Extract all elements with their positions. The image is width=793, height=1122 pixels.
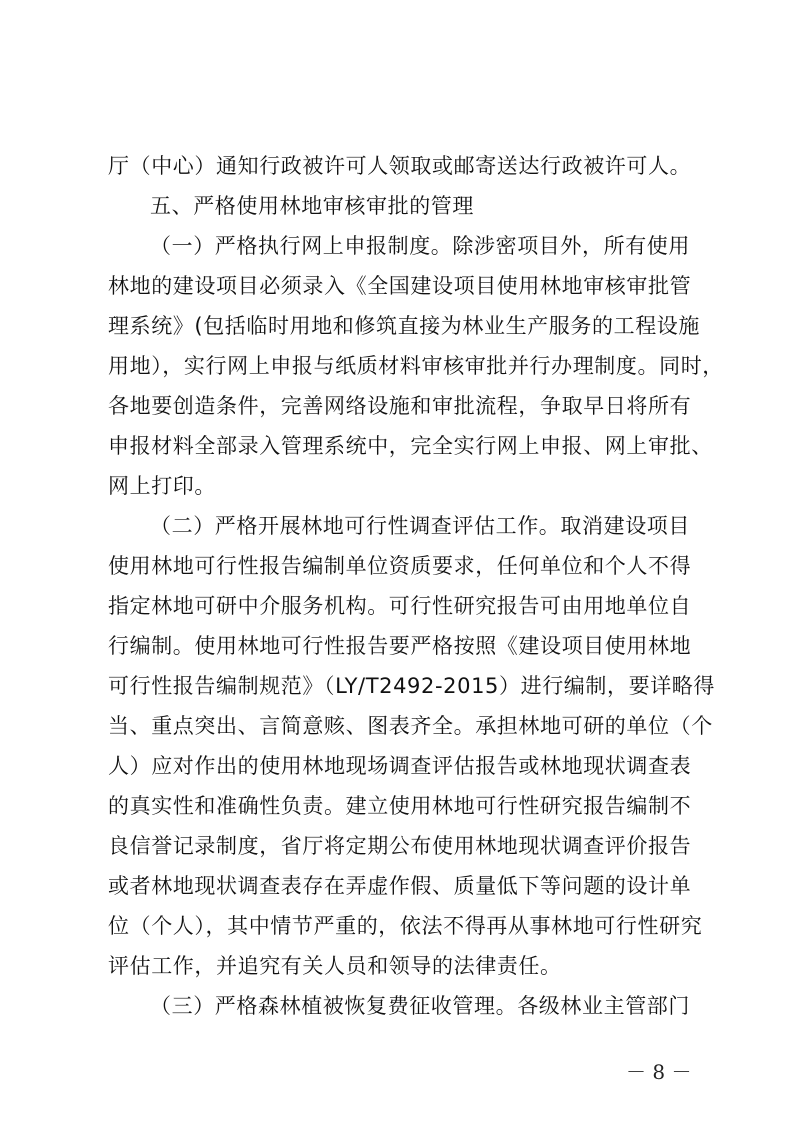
text-line-18: 良信誉记录制度，省厅将定期公布使用林地现状调查评价报告 — [108, 834, 692, 858]
text-line-22: （三）严格森林植被恢复费征收管理。各级林业主管部门 — [150, 994, 690, 1018]
text-line-14: 可行性报告编制规范》（LY/T2492-2015）进行编制，要详略得 — [108, 674, 716, 698]
text-line-21: 评估工作，并追究有关人员和领导的法律责任。 — [108, 954, 562, 978]
text-line-15: 当、重点突出、言简意赅、图表齐全。承担林地可研的单位（个 — [108, 714, 713, 738]
text-line-17: 的真实性和准确性负责。建立使用林地可行性研究报告编制不 — [108, 794, 692, 818]
text-line-9: 网上打印。 — [108, 474, 216, 498]
text-line-13: 行编制。使用林地可行性报告要严格按照《建设项目使用林地 — [108, 634, 692, 658]
text-line-1: 厅（中心）通知行政被许可人领取或邮寄送达行政被许可人。 — [108, 154, 692, 178]
text-line-12: 指定林地可研中介服务机构。可行性研究报告可由用地单位自 — [108, 594, 692, 618]
section-heading-5: 五、严格使用林地审核审批的管理 — [150, 194, 474, 218]
text-line-3: （一）严格执行网上申报制度。除涉密项目外，所有使用 — [150, 234, 690, 258]
text-line-4: 林地的建设项目必须录入《全国建设项目使用林地审核审批管 — [108, 274, 692, 298]
text-line-8: 申报材料全部录入管理系统中，完全实行网上申报、网上审批、 — [108, 434, 713, 458]
text-line-10: （二）严格开展林地可行性调查评估工作。取消建设项目 — [150, 514, 690, 538]
text-line-5: 理系统》(包括临时用地和修筑直接为林业生产服务的工程设施 — [108, 314, 700, 338]
text-line-19: 或者林地现状调查表存在弄虚作假、质量低下等问题的设计单 — [108, 874, 692, 898]
page-number: － 8 － — [626, 1060, 692, 1084]
text-line-6: 用地），实行网上申报与纸质材料审核审批并行办理制度。同时， — [108, 354, 724, 378]
text-line-20: 位（个人），其中情节严重的，依法不得再从事林地可行性研究 — [108, 914, 703, 938]
text-line-16: 人）应对作出的使用林地现场调查评估报告或林地现状调查表 — [108, 754, 692, 778]
text-line-11: 使用林地可行性报告编制单位资质要求，任何单位和个人不得 — [108, 554, 692, 578]
text-line-7: 各地要创造条件，完善网络设施和审批流程，争取早日将所有 — [108, 394, 692, 418]
